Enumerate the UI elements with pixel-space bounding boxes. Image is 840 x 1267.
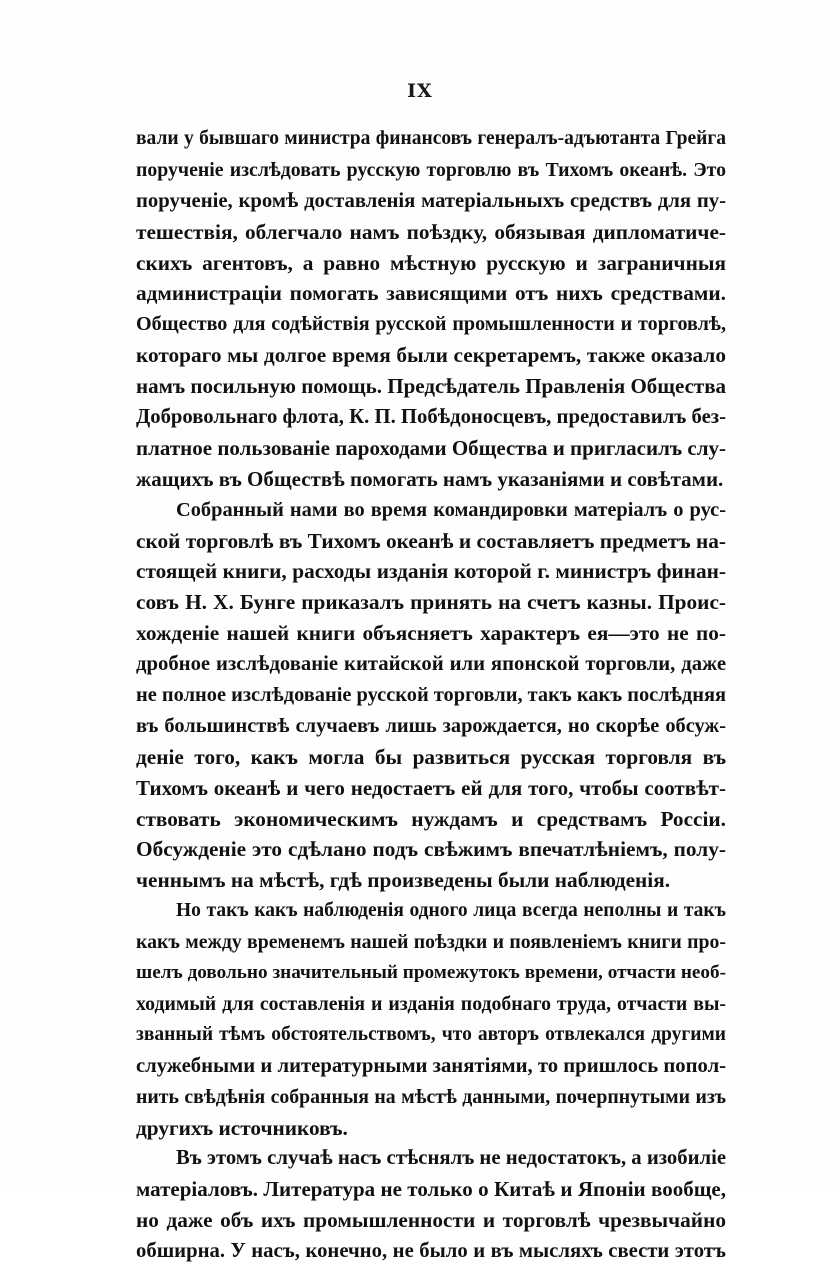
text-line: другихъ источниковъ. <box>136 1115 348 1140</box>
text-line: порученіе изслѣдовать русскую торговлю въ Тихомъ океанѣ. Это <box>136 158 726 181</box>
text-line: намъ посильную помощь. Предсѣдатель Правленія Общества <box>136 374 726 399</box>
text-line: въ большинствѣ случаевъ лишь зарождается, но скорѣе обсуж- <box>136 714 726 737</box>
text-line: Въ этомъ случаѣ насъ стѣснялъ не недостатокъ, а изобиліе <box>176 1147 726 1170</box>
text-line: матеріаловъ. Литература не только о Китаѣ и Японіи вообще, <box>136 1177 726 1202</box>
text-line: обширна. У насъ, конечно, не было и въ мысляхъ свести этотъ <box>136 1240 726 1263</box>
text-line: ской торговлѣ въ Тихомъ океанѣ и составляетъ предметъ на- <box>136 528 726 553</box>
text-line: деніе того, какъ могла бы развиться русская торговля въ <box>136 744 726 769</box>
text-line: хожденіе нашей книги объясняетъ характеръ ея—это не по- <box>136 621 726 646</box>
text-line: шелъ довольно значительный промежутокъ времени, отчасти необ- <box>136 962 726 984</box>
text-line: Тихомъ океанѣ и чего недостаетъ ей для того, чтобы соотвѣт- <box>136 775 726 800</box>
text-line: Обсужденіе это сдѣлано подъ свѣжимъ впечатлѣніемъ, полу- <box>136 837 726 862</box>
paragraph-3 <box>136 896 726 1143</box>
text-line: Добровольнаго флота, К. П. Побѣдоносцевъ, предоставилъ без- <box>136 406 726 429</box>
text-line: вали у бывшаго министра финансовъ генералъ-адъютанта Грейга <box>136 128 726 149</box>
text-line: какъ между временемъ нашей поѣздки и появленіемъ книги про- <box>136 931 726 954</box>
paragraph-4 <box>136 1143 726 1267</box>
text-line: ходимый для составленія и изданія подобнаго труда, отчасти вы- <box>136 992 726 1015</box>
text-line: Но такъ какъ наблюденія одного лица всегда неполны и такъ <box>176 900 726 922</box>
text-line: платное пользованіе пароходами Общества и пригласилъ слу- <box>136 435 726 460</box>
text-line: но даже объ ихъ промышленности и торговлѣ чрезвычайно <box>136 1208 726 1233</box>
paragraph-2 <box>136 495 726 897</box>
text-line: не полное изслѣдованіе русской торговли, такъ какъ послѣдняя <box>136 684 726 707</box>
text-line: Общество для содѣйствія русской промышленности и торговлѣ, <box>136 313 726 336</box>
body-text <box>136 124 726 1267</box>
text-line: скихъ агентовъ, а равно мѣстную русскую и заграничныя <box>136 250 726 275</box>
text-line: служебными и литературными занятіями, то пришлось попол- <box>136 1054 726 1077</box>
text-line: стоящей книги, расходы изданія которой г. министръ финан- <box>136 559 726 584</box>
text-line: жащихъ въ Обществѣ помогать намъ указаніями и совѣтами. <box>136 466 724 491</box>
text-line: нить свѣдѣнія собранныя на мѣстѣ данными, почерпнутыми изъ <box>136 1085 726 1108</box>
text-line: ствовать экономическимъ нуждамъ и средствамъ Россіи. <box>136 806 726 831</box>
text-line: званный тѣмъ обстоятельствомъ, что авторъ отвлекался другими <box>136 1023 726 1045</box>
page-number: IX <box>407 80 433 102</box>
text-line: совъ Н. Х. Бунге приказалъ принять на счетъ казны. Проис- <box>136 590 726 615</box>
text-line: администраціи помогать зависящими отъ нихъ средствами. <box>136 281 726 306</box>
text-line: котораго мы долгое время были секретаремъ, также оказало <box>136 343 726 368</box>
text-line: тешествія, облегчало намъ поѣздку, обязывая дипломатиче- <box>136 219 726 244</box>
text-line: ченнымъ на мѣстѣ, гдѣ произведены были наблюденія. <box>136 868 671 893</box>
text-line: дробное изслѣдованіе китайской или японской торговли, даже <box>136 653 726 676</box>
text-line: порученіе, кромѣ доставленія матеріальныхъ средствъ для пу- <box>136 189 726 212</box>
text-line: Собранный нами во время командировки матеріалъ о рус- <box>176 498 726 521</box>
paragraph-1 <box>136 124 726 495</box>
